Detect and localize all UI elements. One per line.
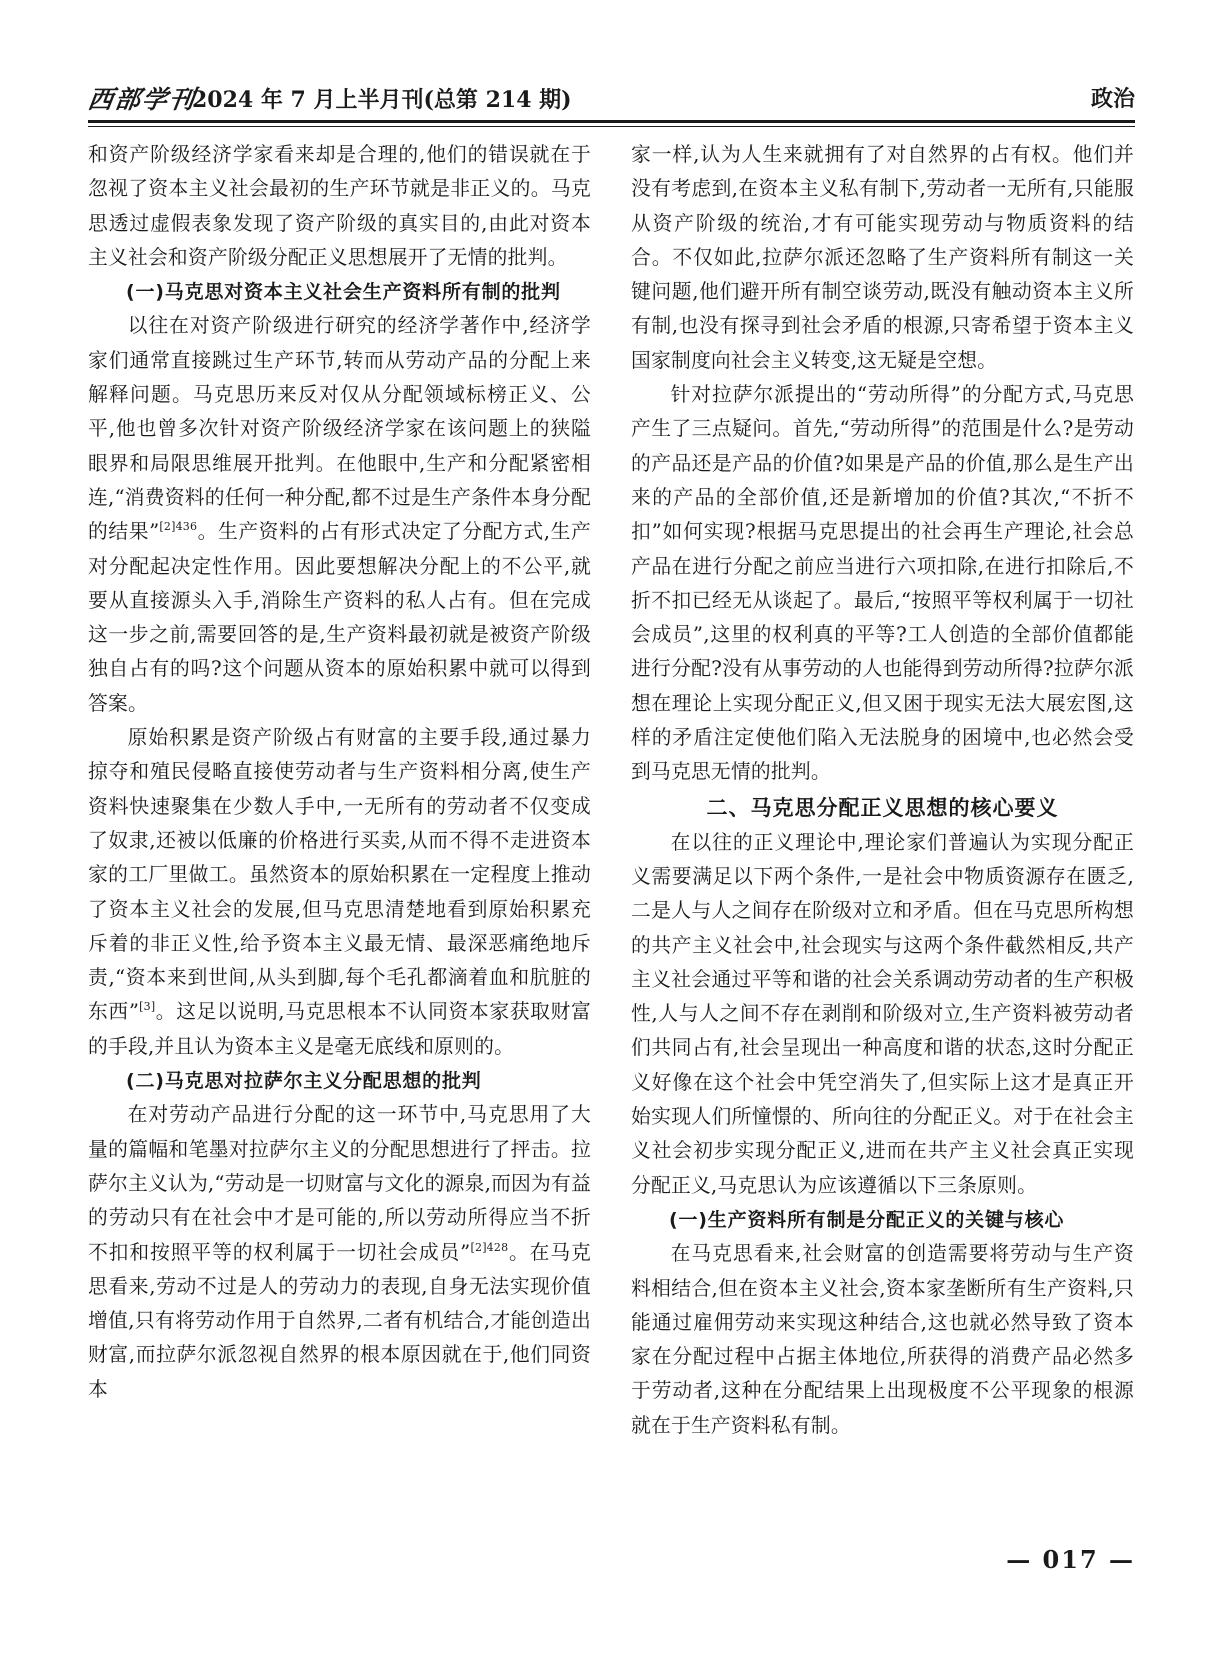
subsection-heading: (一)马克思对资本主义社会生产资料所有制的批判: [126, 281, 561, 304]
running-header: [88, 84, 1135, 116]
section-heading: 二、马克思分配正义思想的核心要义: [706, 795, 1059, 820]
paragraph: 针对拉萨尔派提出的“劳动所得”的分配方式,马克思产生了三点疑问。首先,“劳动所得”的范围是什么?是劳动的产品还是产品的价值?如果是产品的价值,那么是生产出来的产品的全部价值,还是新增加的价值?其次,“不折不扣”如何实现?根据马克思提出的社会再生产理论,社会总产品在进行分配之前应当进行六项扣除,在进行扣除后,不折不扣已经无从谈起了。最后,“按照平等权利属于一切社会成员”,这里的权利真的平等?工人创造的全部价值都能进行分配?没有从事劳动的人也能得到劳动所得?拉萨尔派想在理论上实现分配正义,但又困于现实无法大展宏图,这样的矛盾注定使他们陷入无法脱身的困境中,也必然会受到马克思无情的批判。: [631, 383, 1134, 784]
page-number: — 017 —: [1006, 1545, 1135, 1574]
journal-logo: 西部学刊: [86, 85, 199, 114]
section-label: 政治: [1090, 87, 1135, 112]
citation: [2]428: [470, 1240, 509, 1254]
issue-info: 2024 年 7 月上半月刊(总第 214 期): [192, 87, 572, 113]
right-column: [631, 138, 1134, 1540]
paragraph: 家一样,认为人生来就拥有了对自然界的占有权。他们并没有考虑到,在资本主义私有制下,劳动者一无所有,只能服从资产阶级的统治,才有可能实现劳动与物质资料的结合。不仅如此,拉萨尔派还忽略了生产资料所有制这一关键问题,他们避开所有制空谈劳动,既没有触动资本主义所有制,也没有探寻到社会矛盾的根源,只寄希望于资本主义国家制度向社会主义转变,这无疑是空想。: [631, 143, 1134, 372]
paragraph: 在马克思看来,社会财富的创造需要将劳动与生产资料相结合,但在资本主义社会,资本家垄断所有生产资料,只能通过雇佣劳动来实现这种结合,这也就必然导致了资本家在分配过程中占据主体地位,所获得的消费产品必然多于劳动者,这种在分配结果上出现极度不公平现象的根源就在于生产资料私有制。: [631, 1242, 1134, 1437]
subsection-heading: (二)马克思对拉萨尔主义分配思想的批判: [126, 1070, 482, 1093]
subsection-heading: (一)生产资料所有制是分配正义的关键与核心: [669, 1208, 1065, 1231]
paragraph: 以往在对资产阶级进行研究的经济学著作中,经济学家们通常直接跳过生产环节,转而从劳动产品的分配上来解释问题。马克思历来反对仅从分配领域标榜正义、公平,他也曾多次针对资产阶级经济学家在该问题上的狭隘眼界和局限思维展开批判。在他眼中,生产和分配紧密相连,“消费资料的任何一种分配,都不过是生产条件本身分配的结果”$^{[2]436}$。生产资料的占有形式决定了分配方式,生产对分配起决定性作用。因此要想解决分配上的不公平,就要从直接源头入手,消除生产资料的私人占有。但在完成这一步之前,需要回答的是,生产资料最初就是被资产阶级独自占有的吗?这个问题从资本的原始积累中就可以得到答案。: [88, 314, 591, 715]
paragraph: 在以往的正义理论中,理论家们普遍认为实现分配正义需要满足以下两个条件,一是社会中物质资源存在匮乏,二是人与人之间存在阶级对立和矛盾。但在马克思所构想的共产主义社会中,社会现实与这两个条件截然相反,共产主义社会通过平等和谐的社会关系调动劳动者的生产积极性,人与人之间不存在剥削和阶级对立,生产资料被劳动者们共同占有,社会呈现出一种高度和谐的状态,这时分配正义好像在这个社会中凭空消失了,但实际上这才是真正开始实现人们所憧憬的、所向往的分配正义。对于在社会主义社会初步实现分配正义,进而在共产主义社会真正实现分配正义,马克思认为应该遵循以下三条原则。: [631, 830, 1134, 1197]
header-rule-thick: [88, 120, 1135, 123]
header-rule-thin: [88, 126, 1135, 127]
citation: [2]436: [159, 520, 198, 534]
paragraph: 和资产阶级经济学家看来却是合理的,他们的错误就在于忽视了资本主义社会最初的生产环节就是非正义的。马克思透过虚假表象发现了资产阶级的真实目的,由此对资本主义社会和资产阶级分配正义思想展开了无情的批判。: [88, 143, 591, 269]
citation: [3]: [139, 1000, 156, 1014]
left-column: [88, 138, 591, 1540]
paragraph: 原始积累是资产阶级占有财富的主要手段,通过暴力掠夺和殖民侵略直接使劳动者与生产资料相分离,使生产资料快速聚集在少数人手中,一无所有的劳动者不仅变成了奴隶,还被以低廉的价格进行买卖,从而不得不走进资本家的工厂里做工。虽然资本的原始积累在一定程度上推动了资本主义社会的发展,但马克思清楚地看到原始积累充斥着的非正义性,给予资本主义最无情、最深恶痛绝地斥责,“资本来到世间,从头到脚,每个毛孔都滴着血和肮脏的东西”[3]。这足以说明,马克思根本不认同资本家获取财富的手段,并且认为资本主义是毫无底线和原则的。: [88, 726, 591, 1058]
paragraph: 在对劳动产品进行分配的这一环节中,马克思用了大量的篇幅和笔墨对拉萨尔主义的分配思想进行了抨击。拉萨尔主义认为,“劳动是一切财富与文化的源泉,而因为有益的劳动只有在社会中才是可能的,所以劳动所得应当不折不扣和按照平等的权利属于一切社会成员”$^{[2]428}$。在马克思看来,劳动不过是人的劳动力的表现,自身无法实现价值增值,只有将劳动作用于自然界,二者有机结合,才能创造出财富,而拉萨尔派忽视自然界的根本原因就在于,他们同资本: [88, 1103, 591, 1401]
